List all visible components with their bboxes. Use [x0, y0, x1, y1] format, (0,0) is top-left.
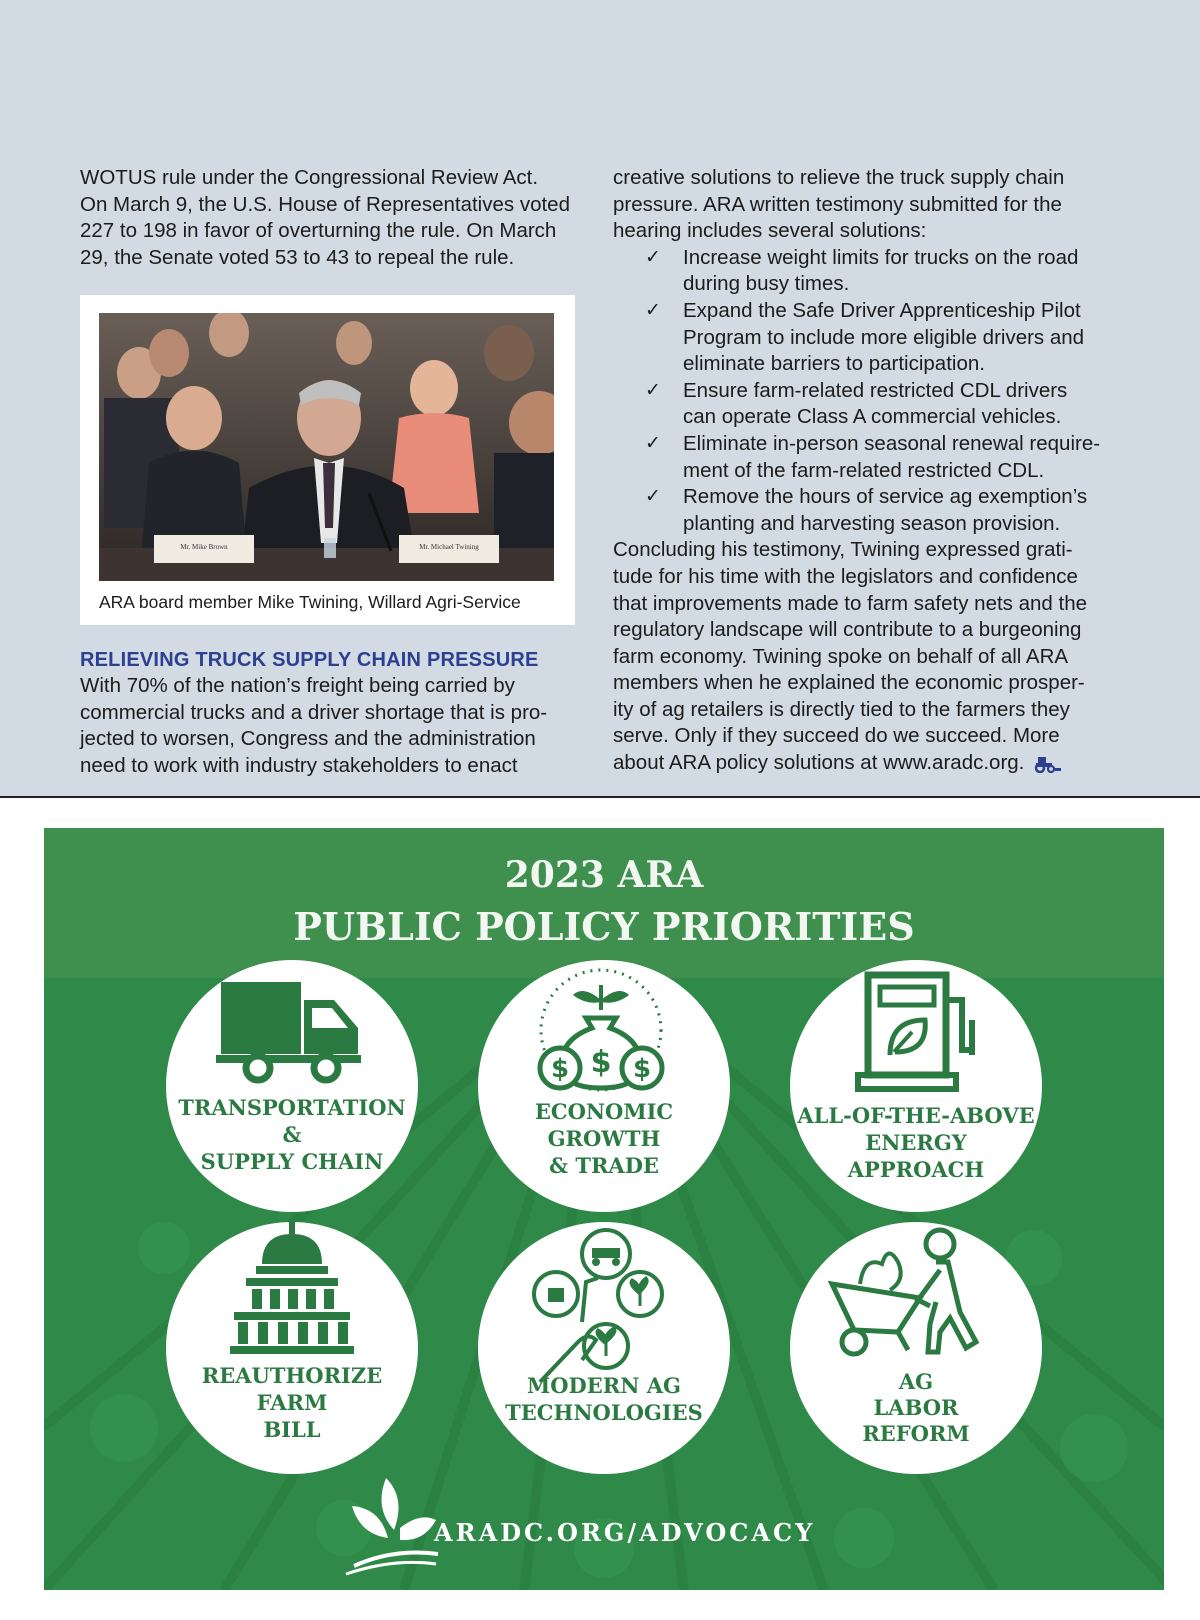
infographic-title: PUBLIC POLICY PRIORITIES [293, 904, 915, 949]
paragraph-line: farm economy. Twining spoke on behalf of all ARA [613, 644, 1069, 668]
paragraph-line: Concluding his testimony, Twining expressed grati- [613, 538, 1073, 562]
nameplate-left: Mr. Mike Brown [180, 543, 228, 551]
list-item [613, 378, 1133, 431]
priority-label: TECHNOLOGIES [505, 1400, 703, 1425]
paragraph-line: commercial trucks and a driver shortage that is pro- [80, 700, 548, 724]
priority-label: SUPPLY CHAIN [200, 1149, 384, 1174]
checkmark-icon: ✓ [645, 299, 661, 321]
svg-text:$: $ [550, 1054, 570, 1084]
svg-text:$: $ [632, 1054, 652, 1084]
policy-priorities-infographic [44, 828, 1164, 1590]
paragraph-line: members when he explained the economic prosper- [613, 671, 1085, 695]
paragraph-line: tude for his time with the legislators and confidence [613, 564, 1078, 588]
left-column-body [80, 673, 590, 779]
priority-transportation [166, 960, 418, 1212]
priority-label: ECONOMIC [534, 1099, 674, 1124]
checkmark-icon: ✓ [645, 379, 661, 401]
svg-text:$: $ [590, 1045, 612, 1080]
photo-card [80, 295, 575, 625]
ag-tech-icon [478, 1222, 730, 1474]
infographic-title-year: 2023 ARA [504, 854, 704, 896]
priority-label: TRANSPORTATION [178, 1095, 406, 1120]
list-item-text: ment of the farm-related restricted CDL. [683, 458, 1045, 482]
list-item [613, 431, 1133, 484]
priority-label: ALL-OF-THE-ABOVE [797, 1103, 1035, 1128]
list-item-text: Eliminate in-person seasonal renewal require- [683, 431, 1101, 455]
list-item-text: during busy times. [683, 272, 850, 296]
list-item-text: planting and harvesting season provision. [683, 511, 1061, 535]
priority-economic-growth [478, 960, 730, 1212]
paragraph-line: need to work with industry stakeholders to enact [80, 753, 518, 777]
priority-ag-technologies [478, 1222, 730, 1474]
ara-leaf-logo [344, 1468, 439, 1578]
priority-farm-bill [166, 1222, 418, 1474]
paragraph-line: pressure. ARA written testimony submitted for the [613, 192, 1062, 216]
paragraph-line: On March 9, the U.S. House of Representatives voted [80, 192, 570, 216]
hearing-photo [99, 313, 554, 581]
paragraph-line: creative solutions to relieve the truck supply chain [613, 166, 1065, 189]
checkmark-icon: ✓ [645, 246, 661, 268]
priority-label: REAUTHORIZE [201, 1363, 383, 1388]
paragraph-line [613, 750, 1133, 777]
paragraph-line: hearing includes several solutions: [613, 219, 927, 243]
priority-label: ENERGY [865, 1130, 967, 1155]
priority-label: LABOR [873, 1395, 959, 1420]
priority-label: BILL [263, 1417, 321, 1442]
list-item [613, 484, 1133, 537]
left-column-intro [80, 165, 590, 271]
priority-label: APPROACH [847, 1157, 985, 1182]
list-item-text: eliminate barriers to participation. [683, 352, 985, 376]
list-item [613, 298, 1133, 378]
paragraph-line: jected to worsen, Congress and the administration [80, 727, 536, 751]
priority-label: FARM [256, 1390, 328, 1415]
paragraph-line: that improvements made to farm safety nets and the [613, 591, 1088, 615]
checkmark-icon: ✓ [645, 432, 661, 454]
advocacy-link[interactable]: ARADC.ORG/ADVOCACY [434, 1518, 816, 1547]
section-subheading: RELIEVING TRUCK SUPPLY CHAIN PRESSURE [80, 649, 539, 671]
list-item [613, 245, 1133, 298]
right-column [613, 165, 1133, 777]
paragraph-line: With 70% of the nation’s freight being carried by [80, 674, 515, 697]
paragraph-line: serve. Only if they succeed do we succeed. More [613, 724, 1060, 748]
tractor-end-icon [1032, 755, 1062, 773]
priority-labor-reform [790, 1222, 1042, 1474]
nameplate-right: Mr. Michael Twining [419, 543, 479, 551]
list-item-text: Program to include more eligible drivers and [683, 325, 1085, 349]
paragraph-line: 227 to 198 in favor of overturning the rule. On March [80, 219, 557, 243]
paragraph-line: ity of ag retailers is directly tied to the farmers they [613, 697, 1070, 721]
list-item-text: Increase weight limits for trucks on the road [683, 245, 1079, 269]
priority-label: & [282, 1122, 302, 1147]
paragraph-line: 29, the Senate voted 53 to 43 to repeal the rule. [80, 245, 515, 269]
paragraph-line-text: about ARA policy solutions at www.aradc.org. [613, 751, 1025, 775]
paragraph-line: regulatory landscape will contribute to a burgeoning [613, 618, 1082, 642]
checkmark-icon: ✓ [645, 486, 661, 508]
list-item-text: Remove the hours of service ag exemption’s [683, 485, 1088, 509]
list-item-text: Ensure farm-related restricted CDL drivers [683, 378, 1068, 402]
priority-label: & TRADE [549, 1153, 659, 1178]
priority-energy [790, 960, 1042, 1212]
section-divider [0, 796, 1200, 798]
priority-label: GROWTH [547, 1126, 661, 1151]
photo-caption: ARA board member Mike Twining, Willard Agri-Service [99, 592, 521, 612]
list-item-text: can operate Class A commercial vehicles. [683, 405, 1062, 429]
priority-label: REFORM [862, 1421, 970, 1446]
priority-label: AG [898, 1369, 934, 1394]
solutions-list [613, 245, 1133, 538]
list-item-text: Expand the Safe Driver Apprenticeship Pilot [683, 298, 1081, 322]
priority-label: MODERN AG [527, 1373, 681, 1398]
paragraph-line: WOTUS rule under the Congressional Review Act. [80, 166, 539, 189]
